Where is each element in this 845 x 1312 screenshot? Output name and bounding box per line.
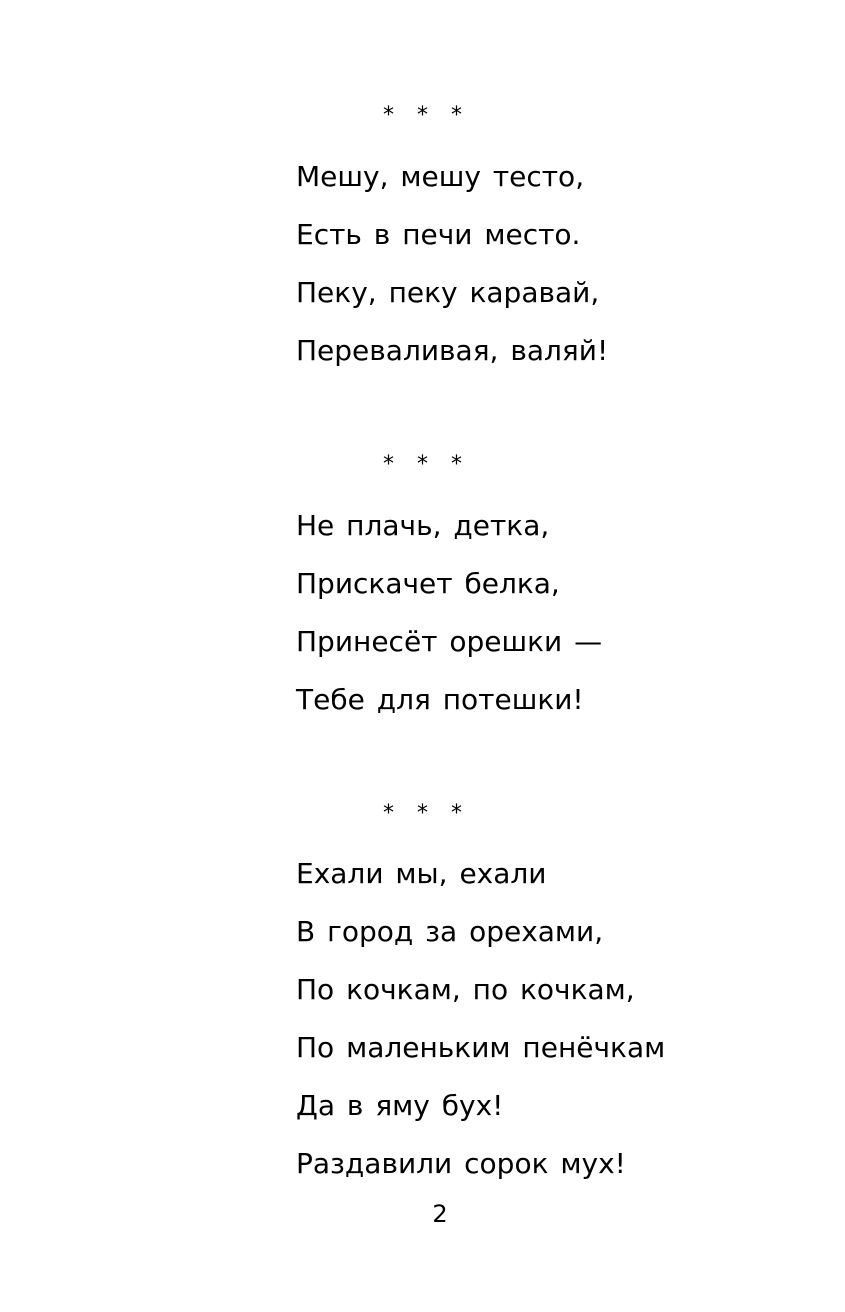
poem-line: Прискачет белка, xyxy=(296,567,560,600)
poem-separator: * * * xyxy=(383,452,470,477)
poem-line: По кочкам, по кочкам, xyxy=(296,973,635,1006)
poem-3 xyxy=(296,845,716,1193)
poem-separator: * * * xyxy=(383,801,470,826)
poem-line: Раздавили сорок мух! xyxy=(296,1147,626,1180)
poem-line: Переваливая, валяй! xyxy=(296,334,609,367)
poem-line: Принесёт орешки — xyxy=(296,625,603,658)
poem-line: По маленьким пенёчкам xyxy=(296,1031,666,1064)
poem-line: Да в яму бух! xyxy=(296,1089,504,1122)
poem-1 xyxy=(296,148,716,380)
poem-line: Не плачь, детка, xyxy=(296,509,550,542)
poem-line: В город за орехами, xyxy=(296,915,604,948)
poem-line: Пеку, пеку каравай, xyxy=(296,276,600,309)
poem-line: Ехали мы, ехали xyxy=(296,857,547,890)
poem-line: Мешу, мешу тесто, xyxy=(296,160,585,193)
poem-line: Тебе для потешки! xyxy=(296,683,584,716)
poem-line: Есть в печи место. xyxy=(296,218,581,251)
poem-separator: * * * xyxy=(383,103,470,128)
poem-2 xyxy=(296,497,716,729)
page-number: 2 xyxy=(432,1200,448,1228)
